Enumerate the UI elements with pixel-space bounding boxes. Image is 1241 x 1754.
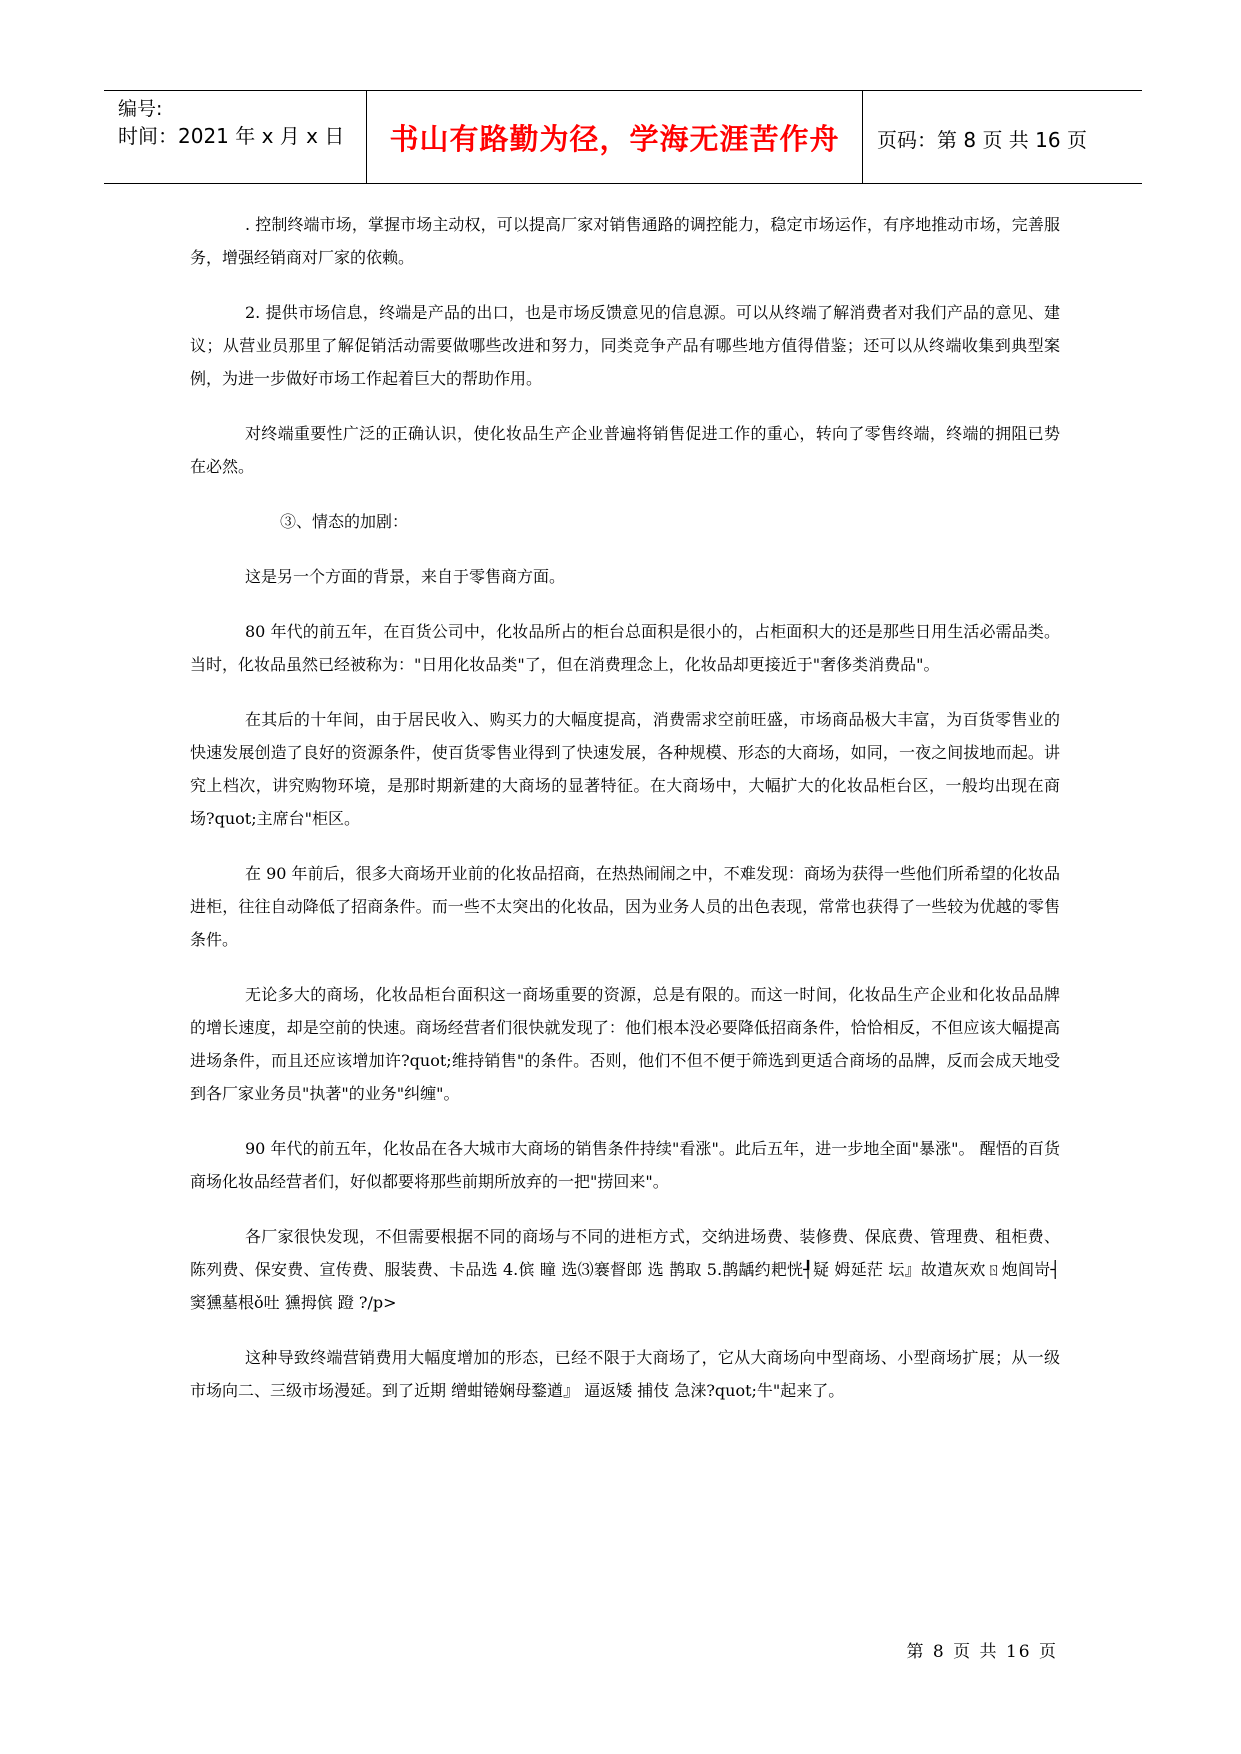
document-time-label: 时间：2021 年 x 月 x 日 bbox=[118, 124, 345, 148]
document-number-label: 编号: bbox=[118, 98, 163, 120]
document-body bbox=[190, 208, 1060, 1429]
header-motto-cell bbox=[367, 91, 863, 183]
paragraph: 各厂家很快发现，不但需要根据不同的商场与不同的进柜方式，交纳进场费、装修费、保底费、管理费、租柜费、陈列费、保安费、宣传费、服装费、卡品选 4.傧 瞳 选⑶褰督郎 选 鹊取 5.鹊龋约耙恍┦疑 姆延茫 坛』故遣灰欢ㄖ炮闾岢┤窦獯墓根ǒ吐 獯拇傧 蹬 ?/p> bbox=[190, 1227, 1060, 1312]
paragraph: 对终端重要性广泛的正确认识，使化妆品生产企业普遍将销售促进工作的重心，转向了零售终端，终端的拥阻已势在必然。 bbox=[190, 424, 1060, 476]
paragraph: 80 年代的前五年，在百货公司中，化妆品所占的柜台总面积是很小的，占柜面积大的还是那些日用生活必需品类。当时，化妆品虽然已经被称为："日用化妆品类"了，但在消费理念上，化妆品却更接近于"奢侈类消费品"。 bbox=[190, 622, 1060, 674]
header-motto: 书山有路勤为径，学海无涯苦作舟 bbox=[389, 122, 840, 156]
paragraph: . 控制终端市场，掌握市场主动权，可以提高厂家对销售通路的调控能力，稳定市场运作，有序地推动市场，完善服务，增强经销商对厂家的依赖。 bbox=[190, 215, 1060, 267]
paragraph: 在 90 年前后，很多大商场开业前的化妆品招商，在热热闹闹之中，不难发现：商场为获得一些他们所希望的化妆品进柜，往往自动降低了招商条件。而一些不太突出的化妆品，因为业务人员的出色表现，常常也获得了一些较为优越的零售条件。 bbox=[190, 864, 1060, 949]
paragraph: 无论多大的商场，化妆品柜台面积这一商场重要的资源，总是有限的。而这一时间，化妆品生产企业和化妆品品牌的增长速度，却是空前的快速。商场经营者们很快就发现了：他们根本没必要降低招商条件，恰恰相反，不但应该大幅提高进场条件，而且还应该增加许?quot;维持销售"的条件。否则，他们不但不便于筛选到更适合商场的品牌，反而会成天地受到各厂家业务员"执著"的业务"纠缠"。 bbox=[190, 985, 1060, 1103]
header-page-label: 页码：第 8 页 共 16 页 bbox=[877, 128, 1087, 152]
paragraph: 这种导致终端营销费用大幅度增加的形态，已经不限于大商场了，它从大商场向中型商场、小型商场扩展；从一级市场向二、三级市场漫延。到了近期 缯蚶锩娴母鍪遒』 逼返矮 捕伎 急涞?quot;牛"起来了。 bbox=[190, 1348, 1060, 1400]
paragraph: 2. 提供市场信息，终端是产品的出口，也是市场反馈意见的信息源。可以从终端了解消费者对我们产品的意见、建议；从营业员那里了解促销活动需要做哪些改进和努力，同类竞争产品有哪些地方值得借鉴；还可以从终端收集到典型案例，为进一步做好市场工作起着巨大的帮助作用。 bbox=[190, 303, 1060, 388]
paragraph: 这是另一个方面的背景，来自于零售商方面。 bbox=[245, 567, 566, 586]
paragraph: 90 年代的前五年，化妆品在各大城市大商场的销售条件持续"看涨"。此后五年，进一步地全面"暴涨"。 醒悟的百货商场化妆品经营者们，好似都要将那些前期所放弃的一把"捞回来"。 bbox=[190, 1139, 1060, 1191]
paragraph: 在其后的十年间，由于居民收入、购买力的大幅度提高，消费需求空前旺盛，市场商品极大丰富，为百货零售业的快速发展创造了良好的资源条件，使百货零售业得到了快速发展，各种规模、形态的大商场，如同，一夜之间拔地而起。讲究上档次，讲究购物环境，是那时期新建的大商场的显著特征。在大商场中，大幅扩大的化妆品柜台区，一般均出现在商场?quot;主席台"柜区。 bbox=[190, 710, 1060, 828]
header-page-cell bbox=[863, 91, 1142, 183]
page-footer: 第 8 页 共 16 页 bbox=[906, 1642, 1058, 1662]
section-heading: ③、情态的加剧： bbox=[280, 512, 409, 531]
header-meta-cell bbox=[104, 91, 367, 183]
page-header bbox=[104, 90, 1142, 184]
